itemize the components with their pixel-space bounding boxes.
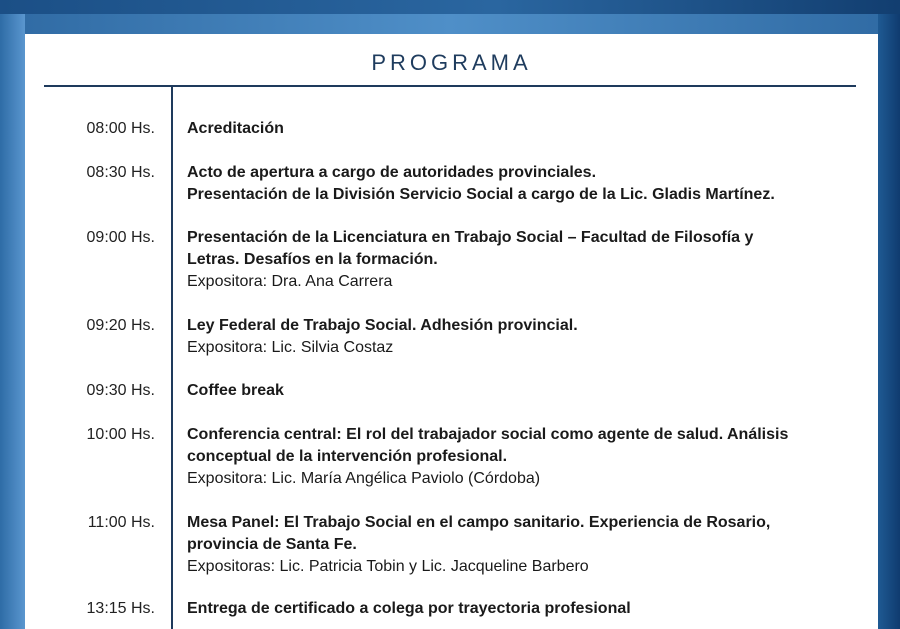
schedule-time: 08:00 Hs. [86,120,155,137]
schedule-time: 09:00 Hs. [86,229,155,246]
schedule-speaker: Expositoras: Lic. Patricia Tobin y Lic. Jacqueline Barbero [187,558,589,575]
schedule-title-line: Mesa Panel: El Trabajo Social en el campo sanitario. Experiencia de Rosario, [187,514,771,531]
schedule-description [187,162,847,206]
schedule-speaker: Expositora: Lic. María Angélica Paviolo (Córdoba) [187,470,541,487]
schedule-title-line: Conferencia central: El rol del trabajador social como agente de salud. Análisis [187,426,789,443]
schedule-title-line: Acto de apertura a cargo de autoridades provinciales. [187,164,597,181]
schedule-title-line: Coffee break [187,382,284,399]
right-border [878,14,900,629]
schedule-description [187,424,847,490]
schedule-description [187,512,847,578]
column-divider [171,85,173,629]
left-border [0,14,25,629]
schedule-description [187,227,847,293]
schedule-description [187,598,847,620]
schedule-time: 08:30 Hs. [86,164,155,181]
schedule-title-line: Ley Federal de Trabajo Social. Adhesión provincial. [187,317,578,334]
schedule-time: 13:15 Hs. [86,600,155,617]
schedule-title-line: Presentación de la Licenciatura en Trabajo Social – Facultad de Filosofía y [187,229,754,246]
schedule-title-line: conceptual de la intervención profesional. [187,448,508,465]
schedule-title-line: Letras. Desafíos en la formación. [187,251,438,268]
schedule-speaker: Expositora: Dra. Ana Carrera [187,273,393,290]
top-banner [0,0,900,14]
title-divider [44,85,856,87]
schedule-time: 09:30 Hs. [86,382,155,399]
schedule-title-line: provincia de Santa Fe. [187,536,357,553]
program-panel [25,34,878,629]
schedule-time: 11:00 Hs. [87,514,155,531]
schedule-title-line: Presentación de la División Servicio Social a cargo de la Lic. Gladis Martínez. [187,186,775,203]
page-title: PROGRAMA [371,50,532,75]
schedule-description [187,380,847,402]
schedule-description [187,315,847,359]
schedule-time: 10:00 Hs. [86,426,155,443]
schedule-speaker: Expositora: Lic. Silvia Costaz [187,339,394,356]
schedule-title-line: Entrega de certificado a colega por trayectoria profesional [187,600,631,617]
schedule-description [187,118,847,140]
schedule-time: 09:20 Hs. [86,317,155,334]
schedule-title-line: Acreditación [187,120,284,137]
